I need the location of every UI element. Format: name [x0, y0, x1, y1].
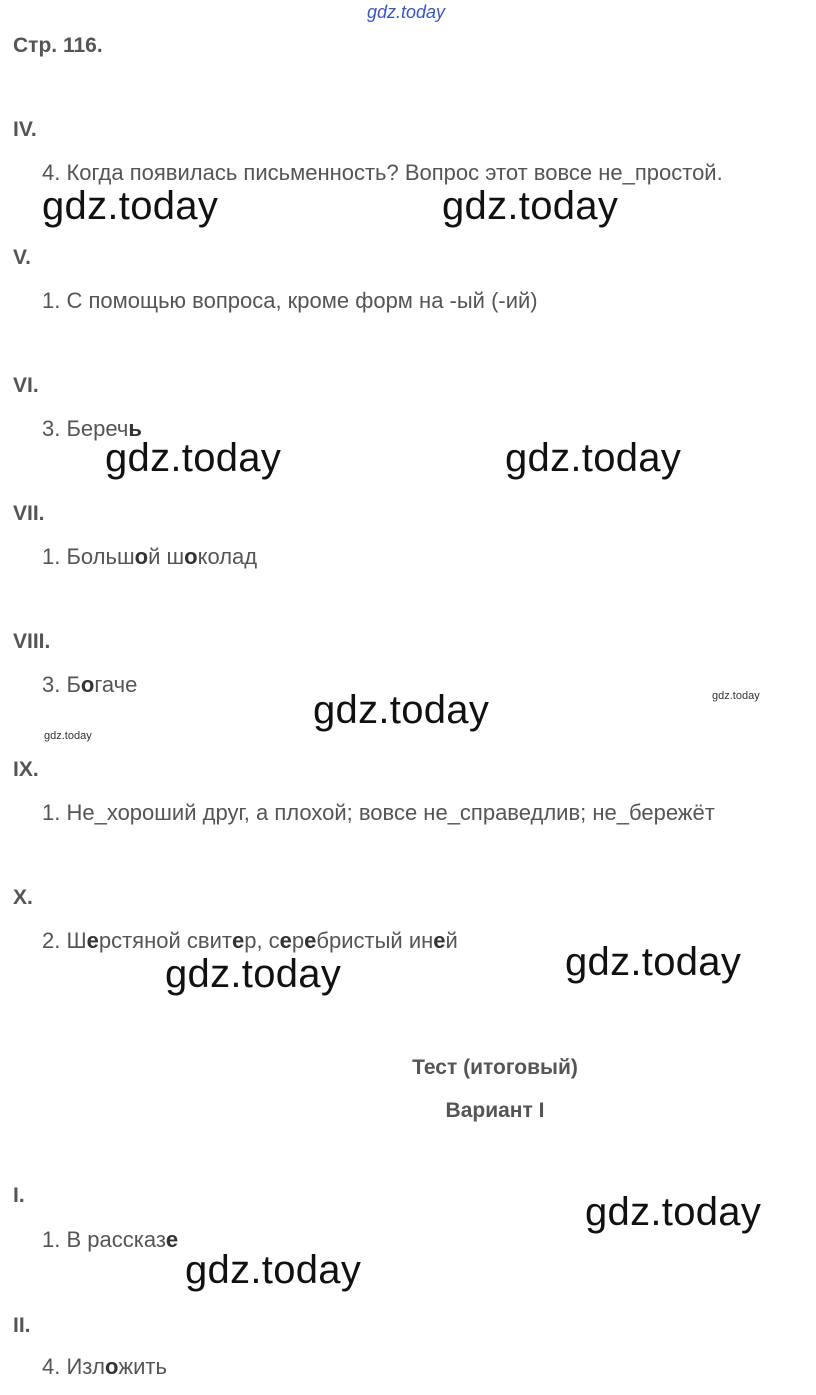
answer-text: 1. С помощью вопроса, кроме форм на -ый (-ий): [42, 288, 538, 313]
section-roman-vi: VI.: [13, 374, 39, 397]
answer-text: 4. Когда появилась письменность? Вопрос этот вовсе не_простой.: [42, 160, 723, 185]
test-section-roman-i: I.: [13, 1184, 25, 1207]
answer-text: 4. Изл: [42, 1354, 105, 1379]
answer-iv: [42, 160, 723, 186]
watermark-top: gdz.today: [367, 2, 446, 22]
highlighted-letter: о: [184, 544, 198, 569]
watermark-small: gdz.today: [712, 690, 760, 702]
section-roman-iv: IV.: [13, 118, 37, 141]
answer-text: ч: [116, 416, 129, 441]
test-title: Тест (итоговый): [412, 1056, 578, 1079]
answer-text: колад: [197, 544, 258, 569]
page-label: Стр. 116.: [13, 34, 103, 57]
answer-text: 3. Бере: [42, 416, 117, 441]
watermark: gdz.today: [505, 436, 682, 480]
highlighted-letter: е: [231, 928, 245, 953]
test-answer-ii: [42, 1354, 167, 1380]
answer-x: [42, 928, 458, 954]
section-roman-x: X.: [13, 886, 33, 909]
highlighted-letter: о: [104, 1354, 119, 1379]
highlighted-letter: о: [80, 672, 95, 697]
section-roman-viii: VIII.: [13, 630, 51, 653]
test-section-roman-ii: II.: [13, 1314, 31, 1337]
highlighted-letter: е: [279, 928, 292, 953]
watermark: gdz.today: [442, 184, 619, 228]
test-variant: Вариант I: [445, 1099, 545, 1122]
answer-text: бристый ин: [316, 928, 434, 953]
answer-text: р, с: [244, 928, 280, 953]
watermark: gdz.today: [185, 1248, 362, 1292]
section-roman-vii: VII.: [13, 502, 45, 525]
answer-v: [42, 288, 538, 314]
section-roman-ix: IX.: [13, 758, 39, 781]
highlighted-letter: о: [134, 544, 149, 569]
watermark: gdz.today: [565, 940, 742, 984]
section-roman-v: V.: [13, 246, 31, 269]
answer-text: р: [291, 928, 305, 953]
answer-viii: [42, 672, 137, 698]
answer-text: 1. В рассказ: [42, 1227, 166, 1252]
watermark: gdz.today: [42, 184, 219, 228]
answer-text: жить: [118, 1354, 167, 1379]
answer-text: 1. Не_хороший друг, а плохой; вовсе не_справедлив; не_бережёт: [42, 800, 715, 825]
answer-text: й ш: [148, 544, 185, 569]
answer-text: й: [445, 928, 458, 953]
watermark-small: gdz.today: [44, 730, 92, 742]
answer-text: гаче: [94, 672, 138, 697]
answer-text: рстяной свит: [98, 928, 232, 953]
watermark: gdz.today: [165, 952, 342, 996]
highlighted-letter: е: [433, 928, 446, 953]
test-answer-i: [42, 1227, 178, 1253]
answer-ix: [42, 800, 715, 826]
watermark: gdz.today: [585, 1190, 762, 1234]
watermark: gdz.today: [313, 688, 490, 732]
highlighted-letter: ь: [128, 416, 142, 441]
watermark: gdz.today: [105, 436, 282, 480]
answer-text: 3. Б: [42, 672, 81, 697]
answer-text: 2. Ш: [42, 928, 87, 953]
highlighted-letter: е: [304, 928, 317, 953]
answer-text: 1. Больш: [42, 544, 135, 569]
highlighted-letter: е: [165, 1227, 179, 1252]
answer-vii: [42, 544, 257, 570]
highlighted-letter: е: [86, 928, 99, 953]
